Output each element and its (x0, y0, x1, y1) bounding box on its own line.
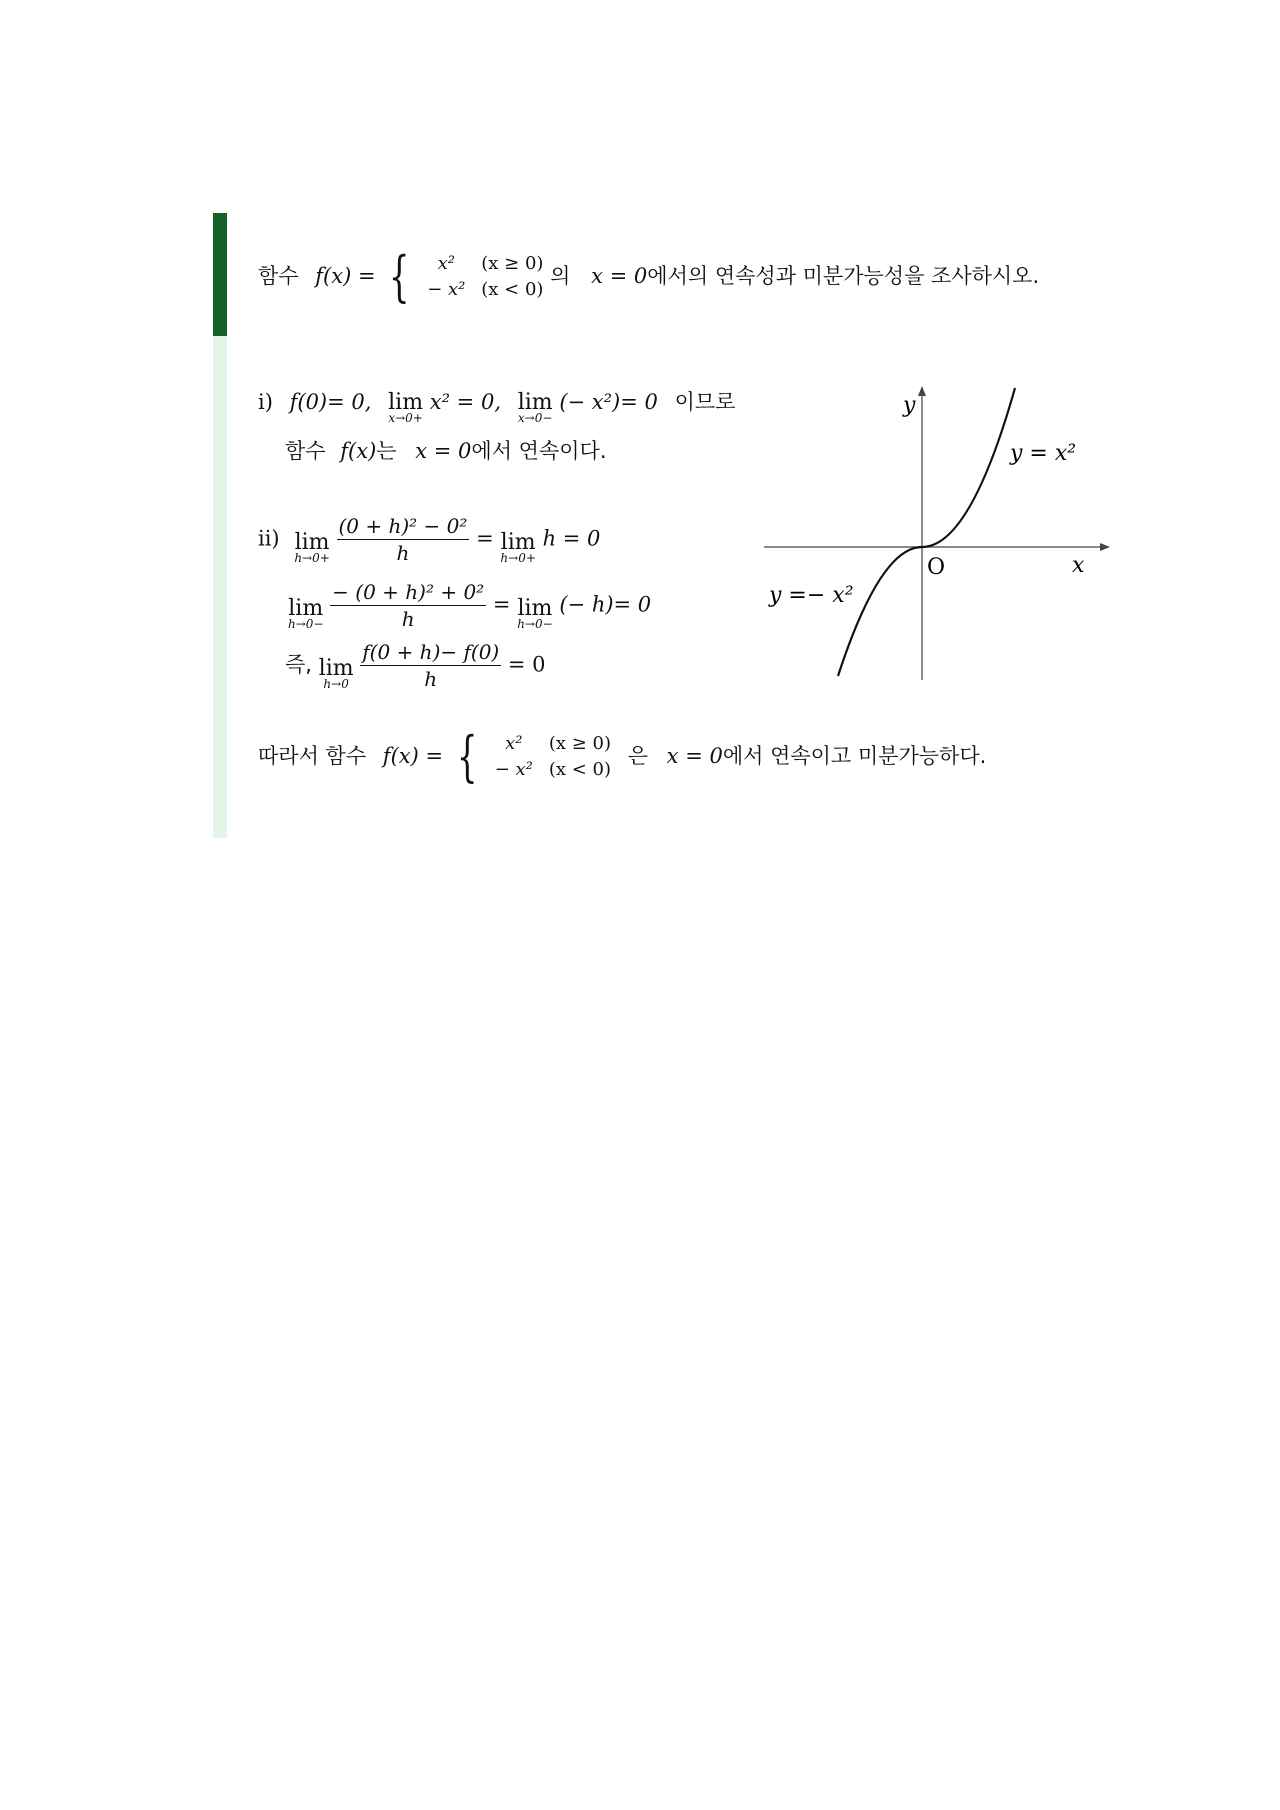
step2-line-a (258, 514, 600, 564)
step2-c-lim (319, 658, 354, 690)
step2-c-frac (360, 639, 501, 691)
problem-prefix: 함수 (258, 264, 299, 288)
y-axis-arrow (918, 386, 926, 396)
conclusion-brace: { (456, 725, 478, 788)
step1-lim2-expr: (− x²)= 0 (559, 390, 658, 414)
conclusion-particle: 은 (627, 744, 648, 768)
step2-c-lim-sub: h→0 (323, 677, 349, 691)
curve-upper (922, 388, 1015, 547)
step2-b-lim-word: lim (288, 596, 324, 621)
conclusion-case1-cond: (x ≥ 0) (548, 733, 611, 754)
accent-bar-dark (213, 213, 227, 336)
step2-a-lim-sub: h→0+ (294, 551, 330, 565)
step2-b-lim-sub: h→0− (288, 617, 324, 631)
step1-line1 (258, 392, 735, 424)
conclusion-prefix: 따라서 함수 (258, 744, 367, 768)
step2-b-num: − (0 + h)² + 0² (332, 579, 485, 604)
step2-a-lim (294, 532, 329, 564)
step2-b-eq: = (492, 592, 511, 617)
step2-b-rexpr: (− h)= 0 (559, 592, 652, 617)
problem-math: x = 0 (591, 264, 648, 288)
step2-marker: ii) (258, 526, 280, 551)
conclusion-function: f(x) = (382, 744, 444, 768)
step2-a-frac (337, 513, 470, 565)
step1-lim2-sub: x→0− (517, 411, 553, 425)
step2-a-rlim-word: lim (500, 530, 536, 555)
step2-a-rlim-sub: h→0+ (500, 551, 536, 565)
step2-a-rexpr: h = 0 (542, 526, 601, 551)
step1-lim2-word: lim (517, 390, 553, 415)
problem-case2-cond: (x < 0) (481, 279, 544, 300)
step2-c-prefix: 즉, (285, 652, 312, 677)
problem-case1-cond: (x ≥ 0) (481, 253, 544, 274)
step2-b-den: h (401, 606, 415, 631)
step1-line2-func: f(x) (340, 439, 377, 463)
step1-eq1: f(0)= 0, (289, 390, 372, 414)
problem-suffix-text: 에서의 연속성과 미분가능성을 조사하시오. (647, 264, 1040, 288)
problem-function: f(x) = (315, 264, 376, 288)
step2-b-lim (288, 598, 323, 630)
step1-lim1-sub: x→0+ (388, 411, 423, 425)
problem-case2-expr: − x² (427, 279, 466, 300)
step2-a-eq: = (476, 526, 494, 551)
step1-line2-end: 에서 연속이다. (471, 439, 607, 463)
conclusion (258, 725, 987, 788)
lower-curve-label: y =− x² (769, 583, 854, 608)
step1-lim1 (388, 392, 423, 424)
step1-marker: i) (258, 390, 273, 414)
step2-b-rlim-sub: h→0− (517, 617, 553, 631)
curve-lower (838, 547, 922, 676)
step2-b-rlim-word: lim (517, 596, 553, 621)
problem-particle: 의 (550, 264, 571, 288)
step1-after: 이므로 (674, 390, 736, 414)
upper-curve-label: y = x² (1010, 441, 1077, 466)
conclusion-case2-cond: (x < 0) (548, 759, 611, 780)
step2-b-rlim (517, 598, 552, 630)
step1-line2 (285, 441, 607, 462)
step2-c-eq: = 0 (507, 652, 546, 677)
conclusion-case2-expr: − x² (494, 759, 533, 780)
problem-case1-expr: x² (437, 253, 455, 274)
step2-b-frac (330, 579, 486, 631)
step1-lim2 (518, 392, 553, 424)
step2-c-num: f(0 + h)− f(0) (362, 639, 500, 664)
step2-c-lim-word: lim (318, 656, 354, 681)
step1-line2-math: x = 0 (415, 439, 472, 463)
step1-lim1-word: lim (388, 390, 424, 415)
step1-line2-mid: 는 (376, 439, 397, 463)
step2-c-den: h (424, 666, 438, 691)
x-axis-arrow (1100, 543, 1110, 551)
origin-label: O (927, 555, 946, 580)
problem-cases (423, 251, 543, 303)
graph (760, 380, 1120, 680)
accent-bar-light (213, 336, 227, 838)
step2-a-lim-word: lim (294, 530, 330, 555)
step1-lim1-expr: x² = 0, (429, 390, 501, 414)
conclusion-case1-expr: x² (505, 733, 523, 754)
conclusion-cases (491, 731, 611, 783)
conclusion-text: 에서 연속이고 미분가능하다. (722, 744, 987, 768)
step1-line2-prefix: 함수 (285, 439, 326, 463)
step2-a-den: h (396, 540, 410, 565)
problem-statement (258, 245, 1040, 308)
step2-line-c (285, 640, 546, 690)
problem-brace: { (389, 245, 410, 308)
step2-a-rlim (500, 532, 535, 564)
step2-line-b (288, 580, 651, 630)
step2-a-num: (0 + h)² − 0² (338, 513, 468, 538)
x-axis-label: x (1072, 553, 1085, 578)
y-axis-label: y (903, 393, 916, 418)
conclusion-math: x = 0 (666, 744, 723, 768)
